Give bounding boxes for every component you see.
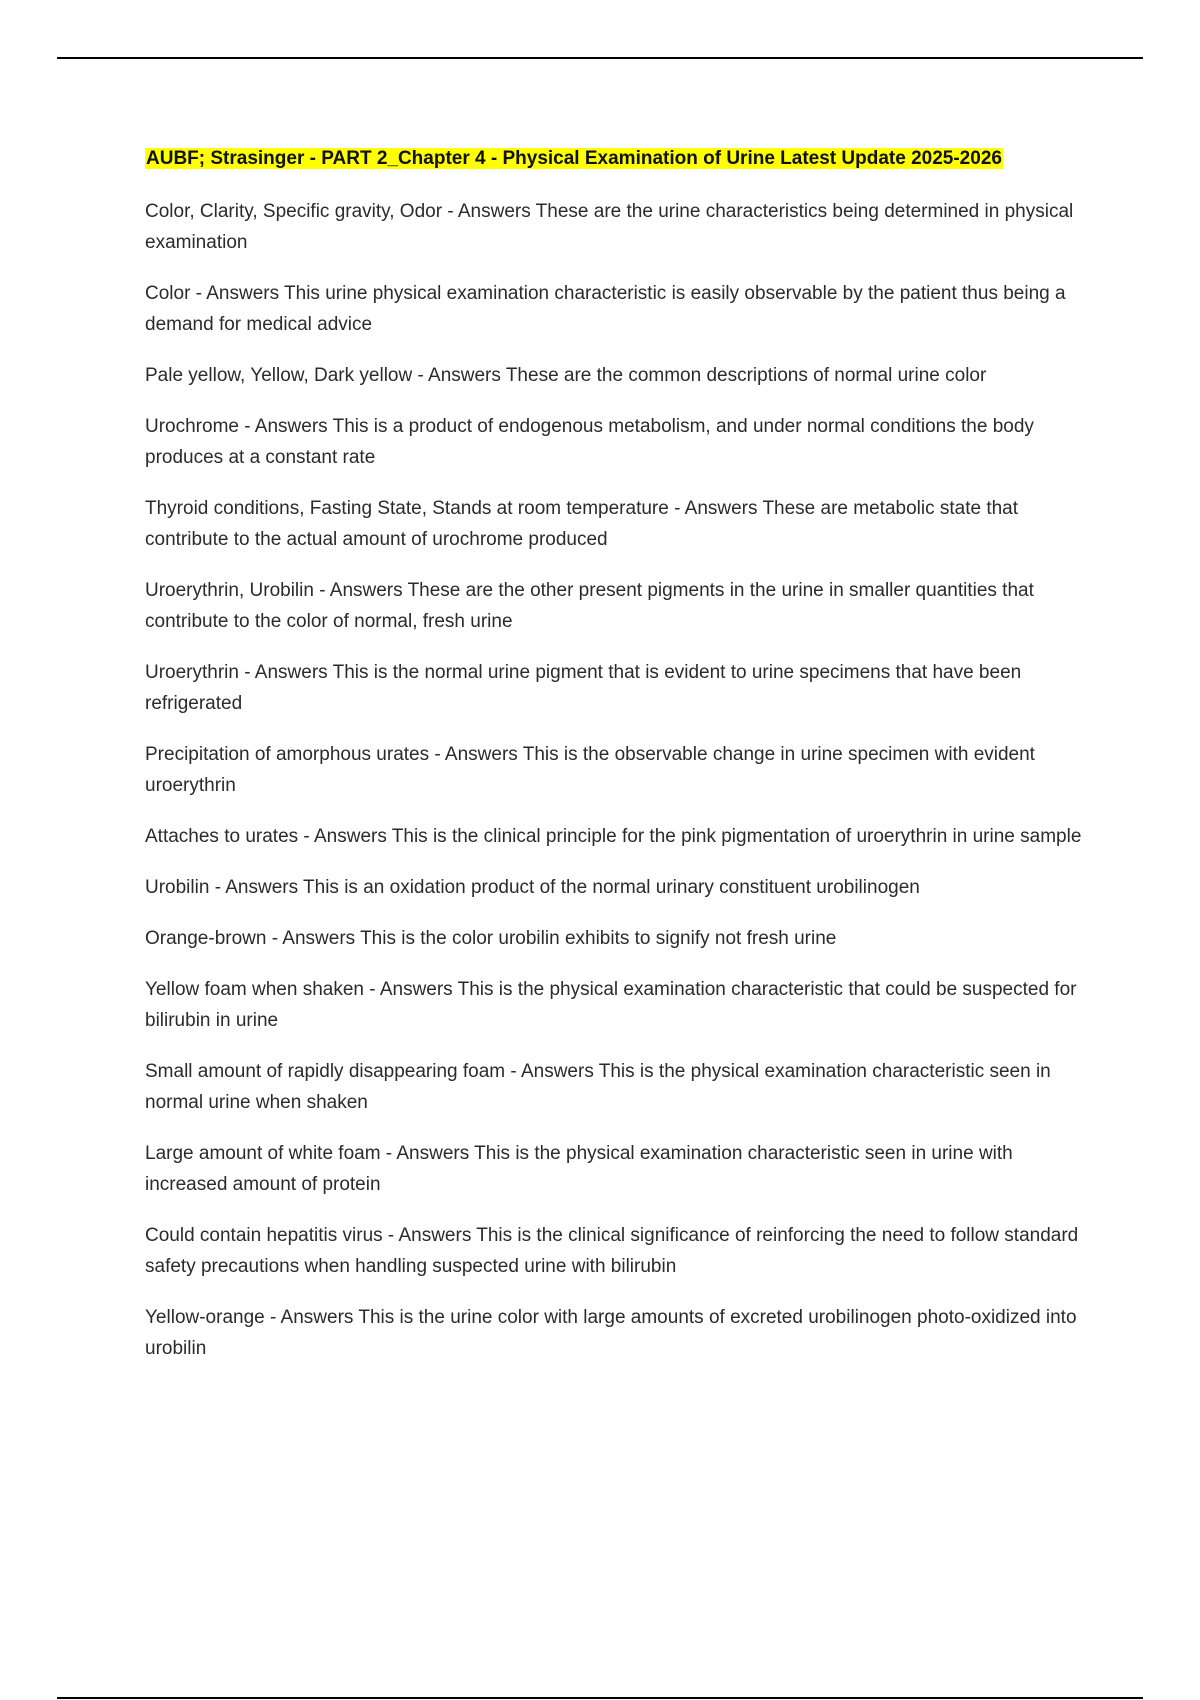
qa-entry: Orange-brown - Answers This is the color urobilin exhibits to signify not fresh urine (145, 928, 837, 949)
footer-rule (57, 1697, 1143, 1699)
qa-entry: Could contain hepatitis virus - Answers This is the clinical significance of reinforcing the need to follow standard safety precautions when handling suspected urine with bilirubin (145, 1225, 1079, 1277)
qa-entry: Attaches to urates - Answers This is the clinical principle for the pink pigmentation of uroerythrin in urine sample (145, 826, 1082, 847)
qa-entry: Small amount of rapidly disappearing foam - Answers This is the physical examination characteristic seen in normal urine when shaken (145, 1061, 1051, 1113)
qa-entry: Color, Clarity, Specific gravity, Odor - Answers These are the urine characteristics being determined in physical examination (145, 201, 1074, 253)
qa-entry: Precipitation of amorphous urates - Answers This is the observable change in urine specimen with evident uroerythrin (145, 744, 1035, 796)
qa-entry: Yellow-orange - Answers This is the urine color with large amounts of excreted urobilinogen photo-oxidized into urobilin (145, 1307, 1077, 1359)
qa-entry: Pale yellow, Yellow, Dark yellow - Answers These are the common descriptions of normal urine color (145, 365, 987, 386)
document-body (145, 146, 1085, 1384)
qa-entry: Large amount of white foam - Answers This is the physical examination characteristic seen in urine with increased amount of protein (145, 1143, 1013, 1195)
qa-entry: Uroerythrin, Urobilin - Answers These are the other present pigments in the urine in smaller quantities that contribute to the color of normal, fresh urine (145, 580, 1034, 632)
qa-entry: Uroerythrin - Answers This is the normal urine pigment that is evident to urine specimens that have been refrigerated (145, 662, 1022, 714)
qa-entry: Yellow foam when shaken - Answers This is the physical examination characteristic that could be suspected for bilirubin in urine (145, 979, 1077, 1031)
qa-entry: Thyroid conditions, Fasting State, Stands at room temperature - Answers These are metabolic state that contribute to the actual amount of urochrome produced (145, 498, 1019, 550)
qa-entry: Color - Answers This urine physical examination characteristic is easily observable by the patient thus being a demand for medical advice (145, 283, 1066, 335)
highlighted-title-text: AUBF; Strasinger - PART 2_Chapter 4 - Physical Examination of Urine Latest Update 2025-2026 (146, 148, 1002, 169)
header-rule (57, 57, 1143, 59)
qa-entry: Urochrome - Answers This is a product of endogenous metabolism, and under normal conditions the body produces at a constant rate (145, 416, 1034, 468)
qa-entry: Urobilin - Answers This is an oxidation product of the normal urinary constituent urobilinogen (145, 877, 920, 898)
document-title (145, 146, 1085, 172)
